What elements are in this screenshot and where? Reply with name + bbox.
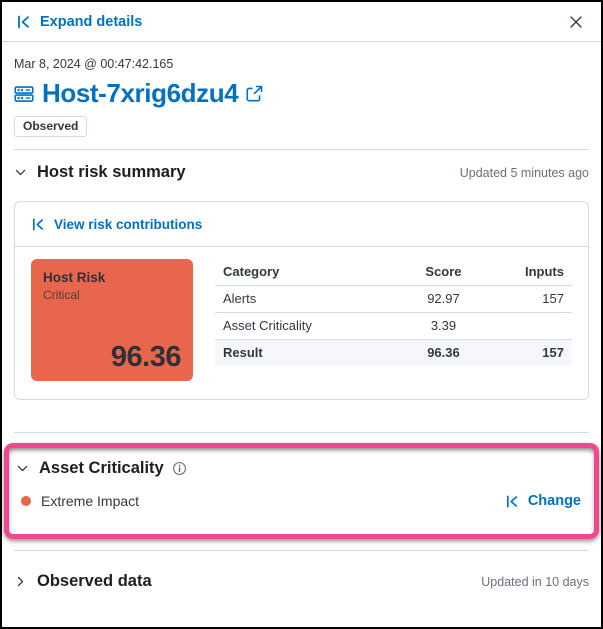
- annotation-highlight-box: [4, 443, 599, 539]
- asset-criticality-title: Asset Criticality: [39, 459, 164, 478]
- arrow-start-icon: [31, 217, 46, 232]
- expand-details-label: Expand details: [40, 13, 143, 30]
- column-header-inputs: Inputs: [486, 259, 572, 286]
- cell-score: 3.39: [401, 313, 487, 340]
- popout-icon: [246, 85, 263, 102]
- info-icon[interactable]: [172, 461, 187, 476]
- risk-card-body: [15, 247, 588, 399]
- view-risk-contributions-button[interactable]: [31, 217, 202, 232]
- change-criticality-label: Change: [527, 493, 581, 510]
- table-row-asset-criticality: [215, 313, 572, 340]
- change-criticality-button[interactable]: [505, 493, 581, 509]
- chevron-down-icon: [14, 166, 27, 179]
- storage-host-icon: [14, 84, 34, 104]
- observed-data-title: Observed data: [37, 572, 152, 591]
- host-risk-summary-toggle[interactable]: [14, 163, 186, 182]
- host-name-link[interactable]: [42, 78, 263, 109]
- arrow-start-icon: [505, 494, 520, 509]
- arrow-start-icon: [16, 14, 32, 30]
- host-risk-summary-title: Host risk summary: [37, 163, 186, 182]
- divider: [14, 550, 589, 551]
- close-icon: [569, 15, 583, 29]
- cell-inputs: 157: [486, 340, 572, 367]
- asset-criticality-toggle[interactable]: [16, 459, 164, 478]
- cell-inputs: [486, 313, 572, 340]
- cell-category: Asset Criticality: [215, 313, 401, 340]
- flyout-top-bar: [2, 2, 601, 42]
- host-title-row: [14, 78, 589, 109]
- chevron-down-icon: [16, 462, 29, 475]
- table-header-row: [215, 259, 572, 286]
- chevron-right-icon: [14, 575, 27, 588]
- risk-updated-text: Updated 5 minutes ago: [459, 165, 589, 180]
- divider: [14, 149, 589, 150]
- close-button[interactable]: [567, 13, 585, 31]
- asset-criticality-section: [14, 433, 589, 550]
- cell-score: 96.36: [401, 340, 487, 367]
- expand-details-button[interactable]: [16, 14, 142, 30]
- table-row-alerts: [215, 286, 572, 313]
- host-risk-summary-header: [14, 163, 589, 182]
- criticality-level-row: [16, 493, 587, 509]
- criticality-level-label: Extreme Impact: [41, 493, 140, 510]
- event-timestamp: Mar 8, 2024 @ 00:47:42.165: [14, 57, 174, 71]
- risk-card-header: [15, 202, 588, 247]
- cell-category: Result: [215, 340, 401, 367]
- criticality-level-dot: [21, 496, 31, 506]
- view-risk-contributions-label: View risk contributions: [54, 216, 203, 232]
- host-name: Host-7xrig6dzu4: [42, 78, 239, 108]
- risk-card-title: Host Risk: [43, 270, 106, 286]
- cell-inputs: 157: [486, 286, 572, 313]
- observed-status-badge: Observed: [14, 116, 87, 137]
- cell-category: Alerts: [215, 286, 401, 313]
- observed-data-header: [14, 572, 589, 591]
- cell-score: 92.97: [401, 286, 487, 313]
- host-risk-score-card: [31, 259, 193, 381]
- asset-criticality-header: [16, 459, 587, 478]
- observed-updated-text: Updated in 10 days: [481, 574, 589, 589]
- risk-contributions-card: [14, 201, 589, 400]
- column-header-score: Score: [401, 259, 487, 286]
- risk-card-level: Critical: [43, 288, 80, 303]
- observed-data-toggle[interactable]: [14, 572, 152, 591]
- table-row-result: [215, 340, 572, 367]
- column-header-category: Category: [215, 259, 401, 286]
- risk-card-score: 96.36: [110, 341, 181, 374]
- risk-score-table: [215, 259, 572, 366]
